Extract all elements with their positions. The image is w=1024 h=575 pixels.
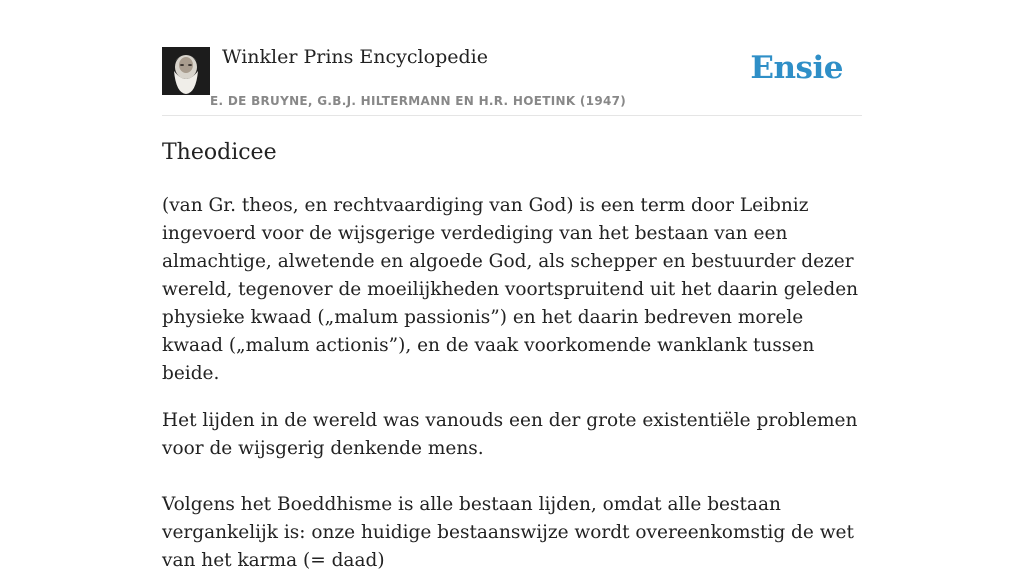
article-title: Theodicee [162, 140, 277, 165]
ensie-logo[interactable]: Ensie [750, 50, 843, 86]
article-paragraph: (van Gr. theos, en rechtvaardiging van God) is een term door Leibniz ingevoerd voor de wijsgerige verdediging van het bestaan van een almachtige, alwetende en algoede God, als schepper en bestuurder dezer wereld, tegenover de moeilijkheden voortspruitend uit het daarin geleden physieke kwaad („malum passionis”) en het daarin bedreven morele kwaad („malum actionis”), en de vaak voorkomende wanklank tussen beide. [162, 195, 859, 384]
source-avatar[interactable] [162, 47, 210, 95]
source-header [162, 0, 862, 116]
article-paragraph: Volgens het Boeddhisme is alle bestaan lijden, omdat alle bestaan vergankelijk is: onze huidige bestaanswijze wordt overeenkomstig de wet van het karma (= daad) [162, 494, 854, 571]
source-title[interactable]: Winkler Prins Encyclopedie [222, 46, 488, 68]
article-body [162, 192, 862, 575]
source-authors: E. DE BRUYNE, G.B.J. HILTERMANN EN H.R. HOETINK (1947) [210, 94, 627, 108]
article-paragraph: Het lijden in de wereld was vanouds een der grote existentiële problemen voor de wijsgerig denkende mens. [162, 410, 858, 459]
article-page [162, 0, 862, 571]
portrait-icon [162, 47, 210, 95]
